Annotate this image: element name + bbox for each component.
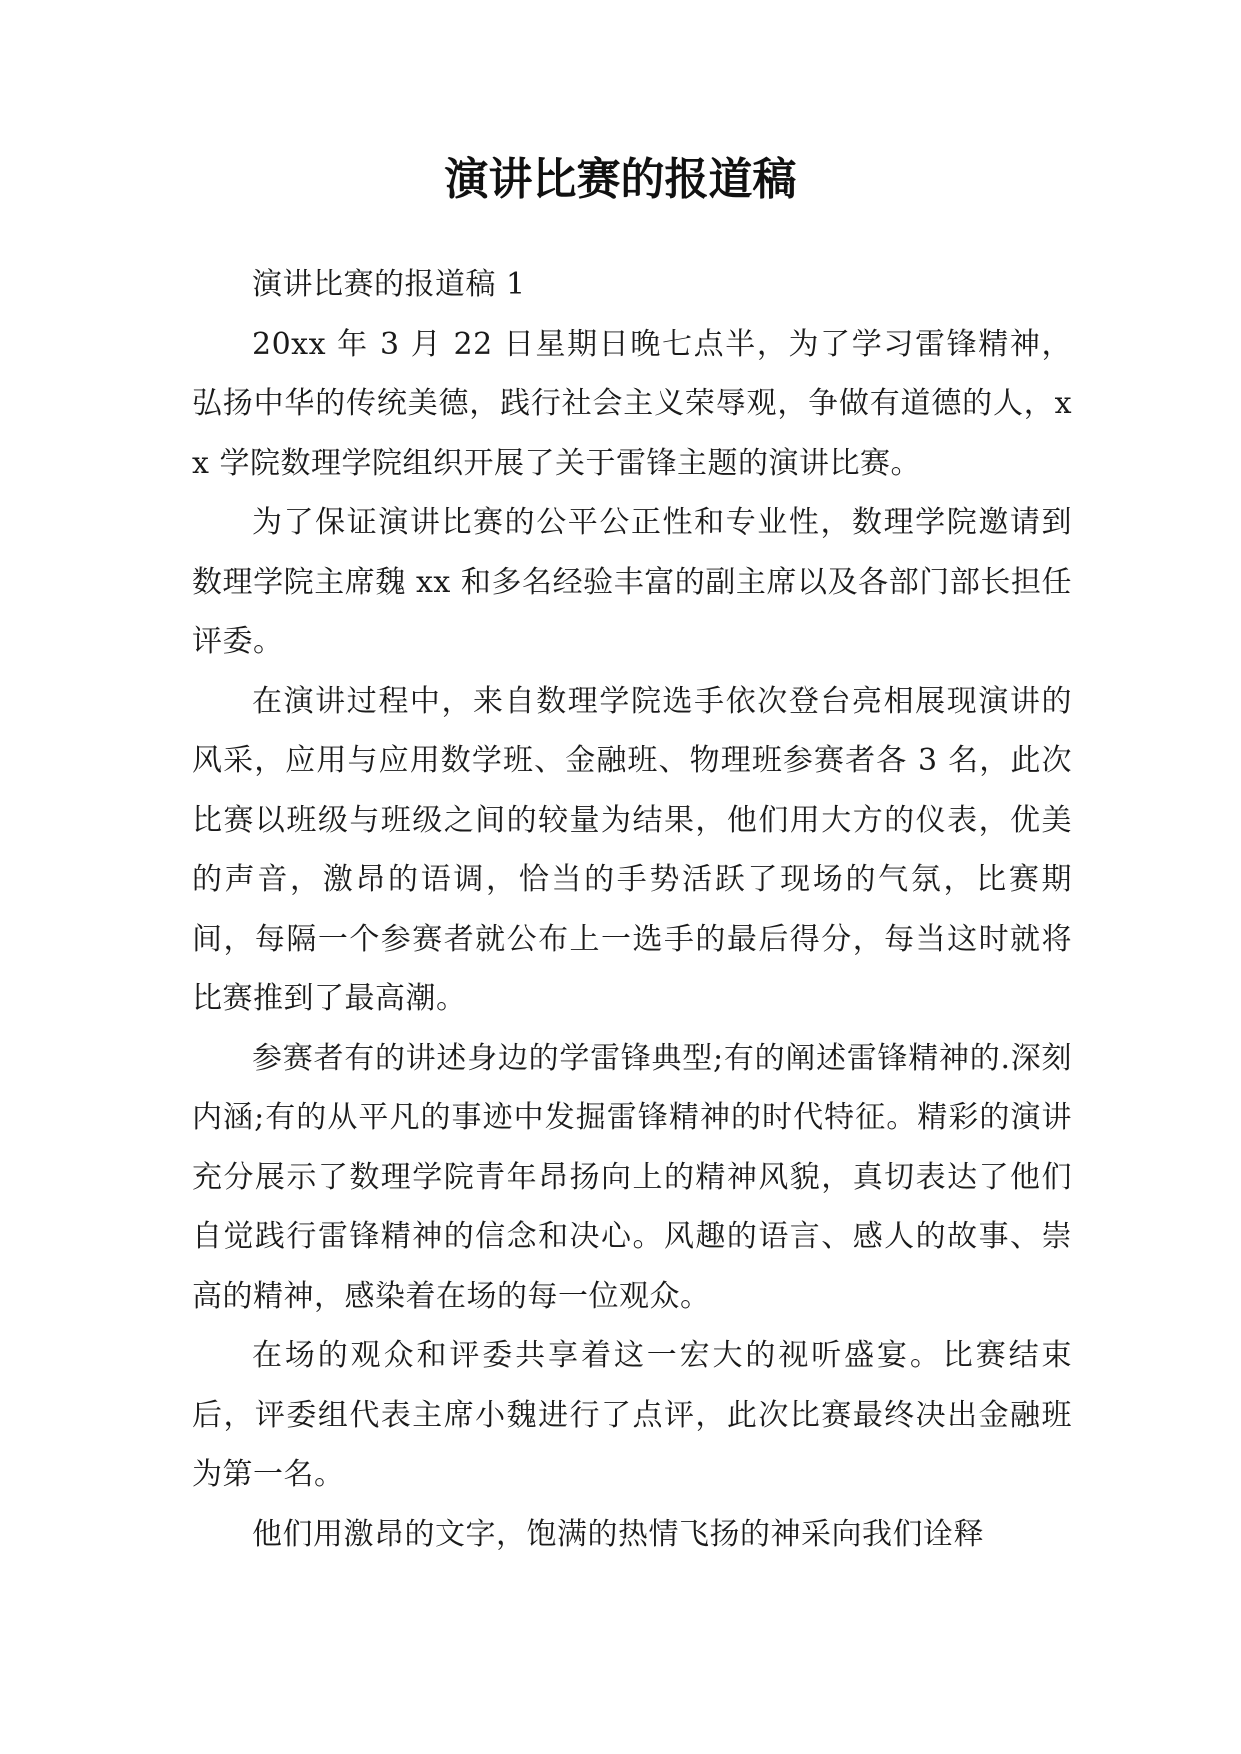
paragraph: 20xx 年 3 月 22 日星期日晚七点半，为了学习雷锋精神，弘扬中华的传统美德，践行社会主义荣辱观，争做有道德的人，xx 学院数理学院组织开展了关于雷锋主题的演讲比赛。 [192, 326, 1072, 481]
paragraph-heading: 演讲比赛的报道稿 1 [252, 267, 526, 302]
document-title: 演讲比赛的报道稿 [444, 154, 797, 205]
paragraph: 参赛者有的讲述身边的学雷锋典型;有的阐述雷锋精神的.深刻内涵;有的从平凡的事迹中发掘雷锋精神的时代特征。精彩的演讲充分展示了数理学院青年昂扬向上的精神风貌，真切表达了他们自觉践行雷锋精神的信念和决心。风趣的语言、感人的故事、崇高的精神，感染着在场的每一位观众。 [192, 1040, 1072, 1314]
paragraph: 在场的观众和评委共享着这一宏大的视听盛宴。比赛结束后，评委组代表主席小魏进行了点评，此次比赛最终决出金融班为第一名。 [192, 1338, 1072, 1492]
paragraph: 他们用激昂的文字，饱满的热情飞扬的神采向我们诠释 [252, 1516, 984, 1552]
document-body [192, 255, 1072, 1564]
paragraph: 为了保证演讲比赛的公平公正性和专业性，数理学院邀请到数理学院主席魏 xx 和多名经验丰富的副主席以及各部门部长担任评委。 [192, 505, 1072, 659]
paragraph: 在演讲过程中，来自数理学院选手依次登台亮相展现演讲的风采，应用与应用数学班、金融班、物理班参赛者各 3 名，此次比赛以班级与班级之间的较量为结果，他们用大方的仪表，优美的声音，激昂的语调，恰当的手势活跃了现场的气氛，比赛期间，每隔一个参赛者就公布上一选手的最后得分，每当这时就将比赛推到了最高潮。 [192, 683, 1072, 1016]
